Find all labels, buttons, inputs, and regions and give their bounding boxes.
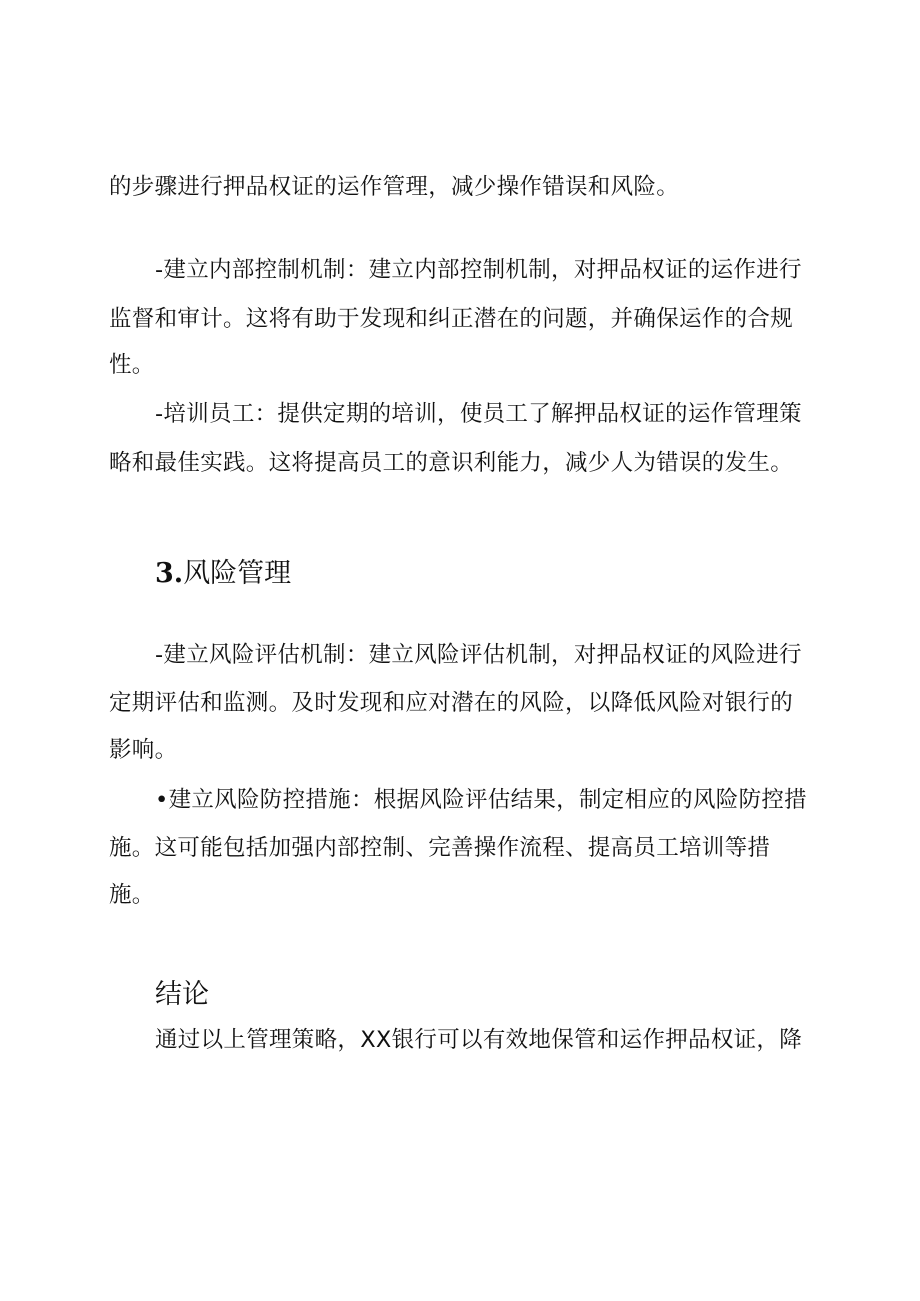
risk-assessment-item-line-1: -建立风险评估机制：建立风险评估机制，对押品权证的风险进行 (155, 642, 802, 668)
internal-control-item-line-1: -建立内部控制机制：建立内部控制机制，对押品权证的运作进行 (155, 257, 802, 283)
conclusion-line-1: 通过以上管理策略，XX银行可以有效地保管和运作押品权证，降 (155, 1027, 803, 1053)
risk-prevention-item-line-3: 施。 (109, 882, 155, 908)
training-item-line-2: 略和最佳实践。这将提高员工的意识利能力，减少人为错误的发生。 (109, 450, 794, 476)
conclusion-heading: 结论 (155, 979, 209, 1010)
paragraph-line: 的步骤进行押品权证的运作管理，减少操作错误和风险。 (109, 174, 680, 200)
risk-assessment-item-line-2: 定期评估和监测。及时发现和应对潜在的风险，以降低风险对银行的 (109, 690, 794, 716)
risk-assessment-item-line-3: 影响。 (109, 737, 178, 763)
risk-prevention-item-line-2: 施。这可能包括加强内部控制、完善操作流程、提高员工培训等措 (109, 835, 771, 861)
internal-control-item-line-3: 性。 (109, 352, 155, 378)
section-3-heading (155, 557, 291, 591)
section-3-number: 3. (155, 558, 184, 589)
internal-control-item-line-2: 监督和审计。这将有助于发现和纠正潜在的问题，并确保运作的合规 (109, 306, 794, 332)
risk-prevention-item-line-1: •建立风险防控措施：根据风险评估结果，制定相应的风险防控措 (155, 787, 807, 813)
section-3-title: 风险管理 (183, 558, 292, 589)
training-item-line-1: -培训员工：提供定期的培训，使员工了解押品权证的运作管理策 (155, 401, 802, 427)
